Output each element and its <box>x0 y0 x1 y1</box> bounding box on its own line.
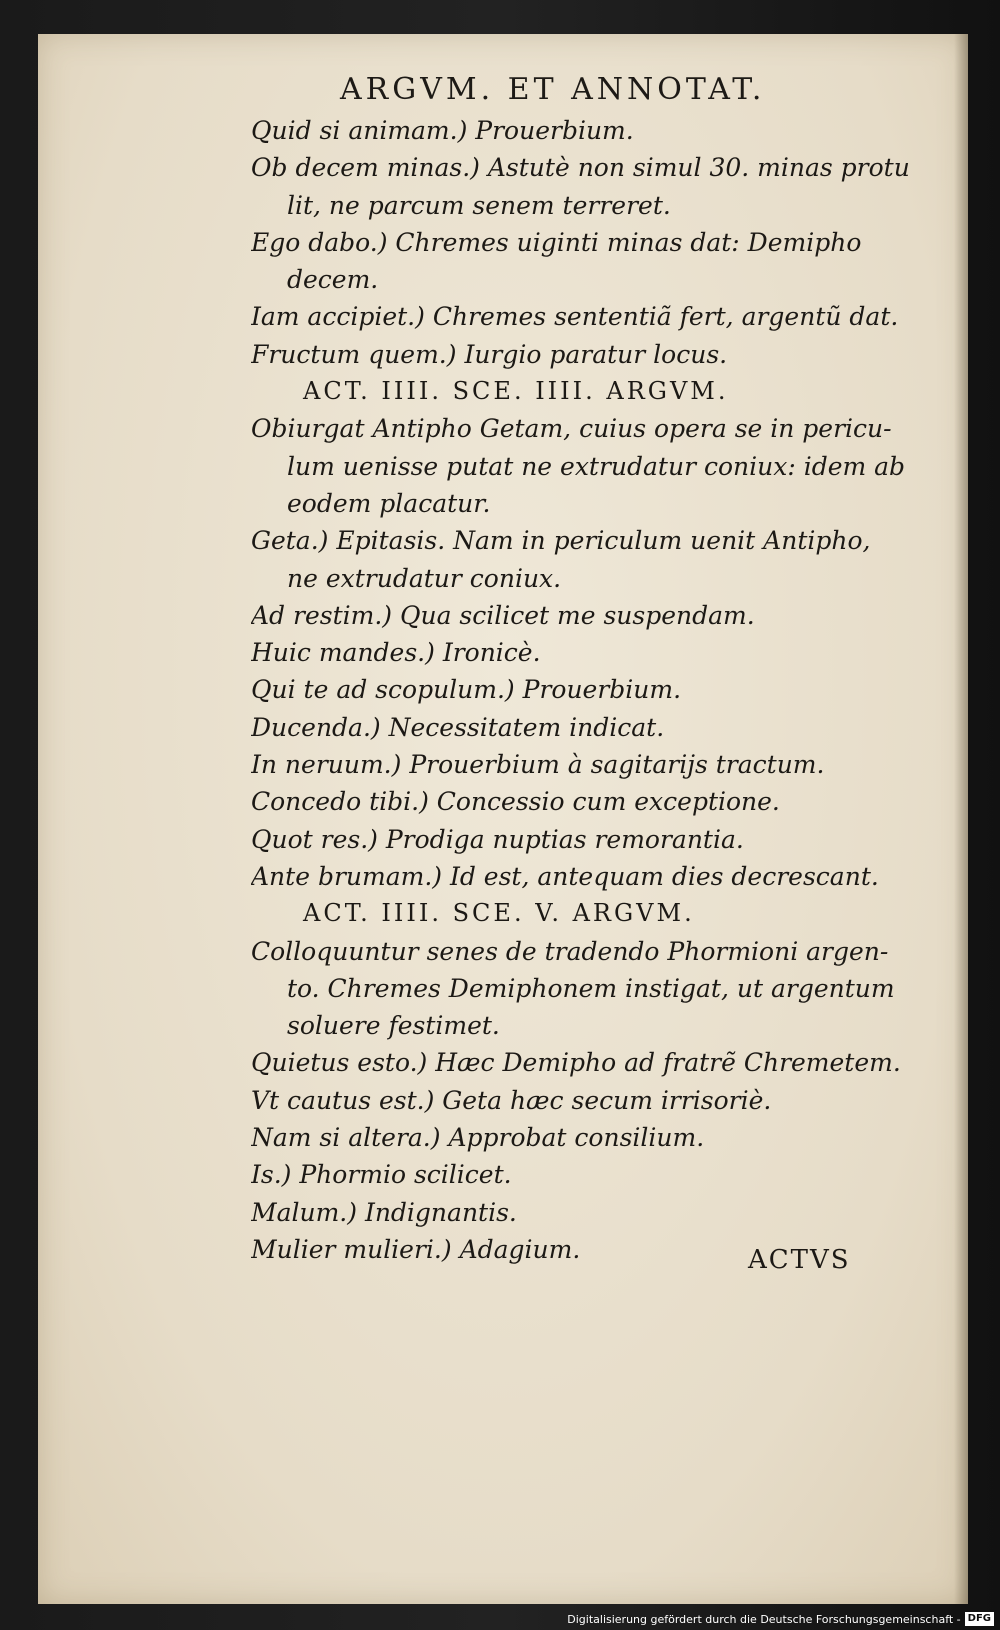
text-line: decem. <box>287 265 379 295</box>
annotation-text <box>251 112 911 1268</box>
text-line: Huic mandes.) Ironicè. <box>251 638 541 668</box>
text-line: Iam accipiet.) Chremes sententiã fert, argentũ dat. <box>251 302 899 332</box>
footer-credit: Digitalisierung gefördert durch die Deutsche Forschungsgemeinschaft - <box>567 1612 961 1626</box>
text-line: lit, ne parcum senem terreret. <box>287 190 671 220</box>
text-line: Quietus esto.) Hæc Demipho ad fratrẽ Chremetem. <box>251 1048 901 1078</box>
text-line: Geta.) Epitasis. Nam in periculum uenit Antipho, <box>251 526 871 556</box>
text-line: Ducenda.) Necessitatem indicat. <box>251 712 665 742</box>
text-line: Nam si altera.) Approbat consilium. <box>251 1123 705 1153</box>
text-line: Ante brumam.) Id est, antequam dies decrescant. <box>251 861 879 891</box>
text-line: Concedo tibi.) Concessio cum exceptione. <box>251 787 780 817</box>
text-line: Quid si animam.) Prouerbium. <box>251 116 634 145</box>
text-line: Ad restim.) Qua scilicet me suspendam. <box>251 600 755 630</box>
text-line: Malum.) Indignantis. <box>251 1197 517 1227</box>
text-line: eodem placatur. <box>287 488 491 518</box>
text-line: ne extrudatur coniux. <box>287 563 562 593</box>
text-line: Qui te ad scopulum.) Prouerbium. <box>251 675 682 705</box>
section-heading: ACT. IIII. SCE. IIII. ARGVM. <box>303 377 729 406</box>
text-line: Mulier mulieri.) Adagium. <box>251 1234 581 1264</box>
catchword: ACTVS <box>748 1245 851 1275</box>
page-edge-shadow <box>954 34 968 1604</box>
digitization-footer <box>567 1612 994 1626</box>
text-line: In neruum.) Prouerbium à sagitarijs tractum. <box>251 750 825 780</box>
text-line: Fructum quem.) Iurgio paratur locus. <box>251 339 728 369</box>
text-line: soluere festimet. <box>287 1011 500 1041</box>
text-line: Ob decem minas.) Astutè non simul 30. minas protu <box>251 153 910 183</box>
text-line: Is.) Phormio scilicet. <box>251 1160 512 1190</box>
text-line: Ego dabo.) Chremes uiginti minas dat: Demipho <box>251 227 862 257</box>
text-line: to. Chremes Demiphonem instigat, ut argentum <box>287 973 895 1003</box>
text-line: Vt cautus est.) Geta hæc secum irrisoriè. <box>251 1085 772 1115</box>
section-heading: ACT. IIII. SCE. V. ARGVM. <box>303 899 695 928</box>
text-line: Quot res.) Prodiga nuptias remorantia. <box>251 824 744 854</box>
text-line: lum uenisse putat ne extrudatur coniux: idem ab <box>287 451 906 481</box>
dfg-logo-icon: DFG <box>965 1612 994 1626</box>
text-line: Obiurgat Antipho Getam, cuius opera se in pericu- <box>251 414 892 444</box>
running-header: ARGVM. ET ANNOTAT. <box>340 72 766 107</box>
text-line: Colloquuntur senes de tradendo Phormioni argen- <box>251 936 889 966</box>
